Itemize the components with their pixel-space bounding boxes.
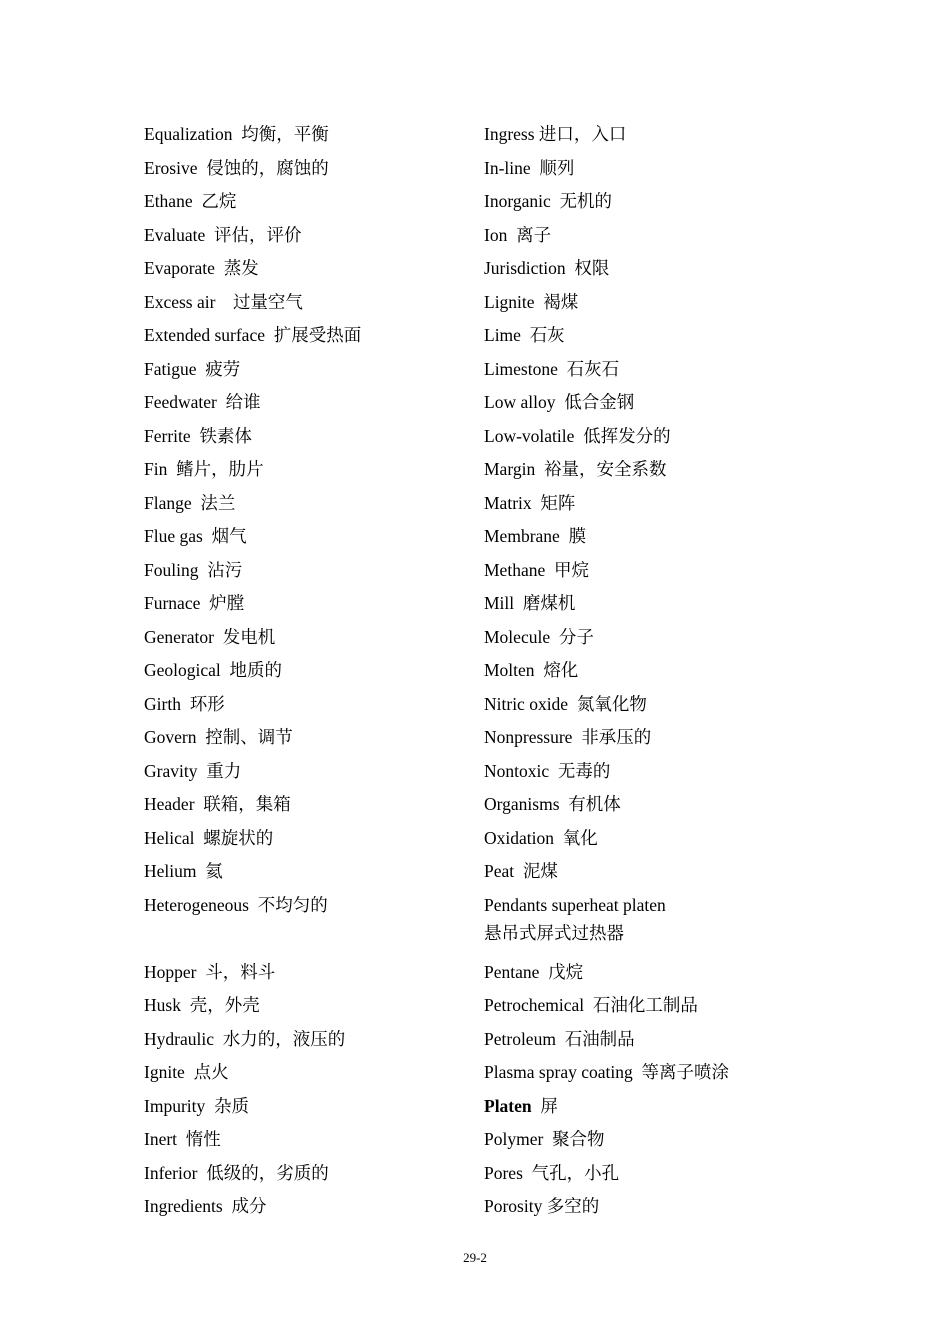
glossary-term: Husk (144, 995, 181, 1015)
glossary-term: Mill (484, 593, 515, 613)
glossary-meaning: 屏 (540, 1095, 558, 1116)
glossary-entry (484, 857, 924, 891)
glossary-entry (144, 991, 464, 1025)
term-separator (574, 426, 583, 446)
glossary-term: Evaporate (144, 258, 215, 278)
glossary-meaning: 给谁 (225, 392, 261, 412)
glossary-term: Platen (484, 1095, 532, 1116)
glossary-meaning: 石灰 (529, 325, 565, 345)
term-separator (197, 861, 206, 881)
glossary-entry (484, 589, 924, 623)
glossary-meaning: 杂质 (214, 1095, 249, 1116)
glossary-term: Ferrite (144, 425, 191, 446)
glossary-term: Peat (484, 861, 515, 881)
glossary-meaning: 顺列 (539, 157, 575, 178)
glossary-entry (144, 790, 464, 824)
glossary-meaning: 重力 (206, 760, 242, 781)
glossary-term: Govern (144, 727, 197, 747)
glossary-entry (484, 1092, 924, 1126)
glossary-term: Flange (144, 492, 192, 513)
glossary-entry (484, 321, 924, 355)
term-separator (181, 995, 190, 1015)
glossary-term: Gravity (144, 760, 198, 781)
glossary-entry (484, 757, 924, 791)
glossary-entry (144, 187, 464, 221)
glossary-entry (484, 991, 924, 1025)
glossary-meaning: 矩阵 (540, 492, 576, 513)
glossary-entry (144, 556, 464, 590)
glossary-meaning: 氧化 (562, 827, 598, 848)
glossary-term: Helium (144, 861, 197, 881)
glossary-meaning: 氮氧化物 (576, 693, 647, 714)
glossary-term: Petroleum (484, 1028, 556, 1049)
glossary-term: Margin (484, 459, 536, 479)
glossary-meaning: 评估，评价 (213, 224, 302, 245)
glossary-meaning: 分子 (558, 626, 594, 647)
term-separator (521, 325, 530, 345)
glossary-term: Excess air (144, 291, 216, 312)
glossary-term: Equalization (144, 124, 233, 144)
glossary-meaning: 环形 (189, 693, 225, 714)
glossary-term: Generator (144, 626, 214, 647)
glossary-meaning: 扩展受热面 (273, 325, 362, 345)
glossary-entry (484, 656, 924, 690)
glossary-meaning: 氦 (205, 861, 223, 881)
term-separator (558, 359, 567, 379)
glossary-meaning: 烟气 (211, 526, 247, 546)
glossary-term: Low-volatile (484, 425, 575, 446)
glossary-meaning: 铁素体 (199, 425, 252, 446)
glossary-entry (144, 1125, 464, 1159)
glossary-term: Feedwater (144, 392, 217, 412)
glossary-entry (144, 958, 464, 992)
term-separator (232, 124, 241, 144)
glossary-entry (484, 288, 924, 322)
glossary-entry (484, 958, 924, 992)
glossary-meaning: 石油制品 (564, 1028, 635, 1049)
glossary-entry (144, 154, 464, 188)
glossary-entry (484, 824, 924, 858)
glossary-entry (484, 891, 924, 958)
glossary-entry (144, 221, 464, 255)
glossary-meaning: 发电机 (222, 626, 276, 647)
glossary-meaning: 惰性 (185, 1129, 221, 1149)
term-separator (205, 225, 214, 245)
term-separator (535, 660, 544, 680)
term-separator (568, 694, 577, 714)
glossary-entry (484, 254, 924, 288)
glossary-entry (144, 1092, 464, 1126)
glossary-meaning: 权限 (574, 258, 610, 278)
glossary-term: Flue gas (144, 526, 203, 546)
glossary-entry (484, 1025, 924, 1059)
term-separator (197, 761, 206, 781)
term-separator (549, 761, 558, 781)
glossary-entry (144, 489, 464, 523)
glossary-entry (144, 656, 464, 690)
glossary-entry (144, 522, 464, 556)
glossary-meaning: 石灰石 (566, 358, 620, 379)
term-separator (584, 995, 593, 1015)
glossary-meaning: 过量空气 (232, 291, 303, 312)
term-separator (195, 828, 204, 848)
glossary-meaning: 等离子喷涂 (641, 1062, 729, 1082)
glossary-term: Geological (144, 660, 221, 680)
term-separator (560, 794, 569, 814)
glossary-term: Nitric oxide (484, 693, 569, 714)
term-separator (214, 627, 223, 647)
term-separator (214, 1029, 223, 1049)
glossary-entry (144, 355, 464, 389)
term-separator (265, 325, 274, 345)
glossary-entry (484, 623, 924, 657)
term-separator (197, 158, 206, 178)
term-separator (560, 526, 569, 546)
glossary-entry (484, 1159, 924, 1193)
glossary-meaning: 侵蚀的，腐蚀的 (206, 157, 329, 178)
term-separator (198, 560, 207, 580)
glossary-term: Girth (144, 693, 181, 714)
glossary-term: Oxidation (484, 827, 554, 848)
glossary-term: Lime (484, 325, 521, 345)
glossary-meaning: 戊烷 (548, 961, 584, 982)
term-separator (217, 392, 226, 412)
glossary-entry (144, 690, 464, 724)
glossary-term: Inorganic (484, 191, 551, 211)
glossary-meaning: 非承压的 (581, 727, 652, 747)
glossary-entry (144, 623, 464, 657)
glossary-entry (144, 1058, 464, 1092)
term-separator (181, 694, 190, 714)
glossary-entry (144, 321, 464, 355)
term-separator (215, 258, 224, 278)
term-separator (195, 794, 204, 814)
glossary-term: Polymer (484, 1129, 544, 1149)
glossary-meaning: 疲劳 (205, 358, 241, 379)
glossary-meaning: 无机的 (559, 191, 612, 211)
glossary-meaning: 泥煤 (522, 861, 558, 881)
glossary-meaning: 均衡，平衡 (241, 124, 329, 144)
glossary-term: In-line (484, 157, 531, 178)
term-separator (545, 560, 554, 580)
glossary-entry (144, 1025, 464, 1059)
glossary-term: Membrane (484, 526, 560, 546)
glossary-term: Limestone (484, 358, 558, 379)
glossary-meaning: 斗，料斗 (205, 961, 276, 982)
glossary-term: Hopper (144, 961, 197, 982)
glossary-meaning: 褐煤 (543, 291, 579, 312)
term-separator (514, 593, 523, 613)
glossary-meaning: 乙烷 (201, 191, 237, 211)
term-separator (556, 1029, 565, 1049)
glossary-meaning: 低合金钢 (564, 392, 635, 412)
glossary-entry (144, 1159, 464, 1193)
term-separator (177, 1129, 186, 1149)
glossary-entry (144, 723, 464, 757)
glossary-entry (484, 422, 924, 456)
glossary-meaning: 膜 (568, 526, 587, 546)
term-separator (550, 627, 559, 647)
glossary-entry (144, 589, 464, 623)
glossary-meaning: 磨煤机 (522, 593, 576, 613)
term-separator (197, 359, 206, 379)
page-number: 29-2 (463, 1250, 487, 1265)
glossary-entry (144, 455, 464, 489)
glossary-term: Header (144, 794, 195, 814)
glossary-term: Pores (484, 1162, 523, 1183)
term-separator (555, 392, 564, 412)
glossary-term: Nontoxic (484, 760, 550, 781)
term-separator (514, 861, 523, 881)
term-separator (554, 828, 563, 848)
glossary-term: Furnace (144, 593, 201, 613)
glossary-meaning: 甲烷 (553, 559, 589, 580)
right-glossary-column (484, 120, 924, 1226)
glossary-entry (484, 120, 924, 154)
glossary-meaning: 进口，入口 (538, 124, 627, 144)
glossary-meaning: 低挥发分的 (583, 425, 671, 446)
glossary-term: Extended surface (144, 325, 265, 345)
glossary-term: Ethane (144, 191, 193, 211)
glossary-term: Pentane (484, 961, 540, 982)
glossary-term: Lignite (484, 291, 535, 312)
glossary-entry (484, 690, 924, 724)
glossary-meaning: 联箱，集箱 (203, 794, 291, 814)
glossary-term: Heterogeneous (144, 894, 249, 915)
term-separator (523, 1163, 532, 1183)
glossary-term: Ion (484, 224, 508, 245)
term-separator (572, 727, 581, 747)
glossary-entry (144, 422, 464, 456)
glossary-term: Organisms (484, 794, 560, 814)
glossary-term: Inert (144, 1129, 178, 1149)
glossary-meaning: 裕量，安全系数 (543, 459, 667, 479)
glossary-entry (484, 455, 924, 489)
glossary-term: Inferior (144, 1162, 198, 1183)
glossary-entry (144, 857, 464, 891)
glossary-term: Fatigue (144, 358, 197, 379)
glossary-meaning: 法兰 (200, 492, 236, 513)
glossary-entry (484, 221, 924, 255)
glossary-term: Plasma spray coating (484, 1062, 633, 1082)
glossary-term: Low alloy (484, 392, 556, 412)
term-separator (205, 1096, 214, 1116)
glossary-term: Hydraulic (144, 1028, 214, 1049)
glossary-entry (144, 824, 464, 858)
glossary-meaning: 控制、调节 (205, 727, 293, 747)
glossary-term: Fouling (144, 559, 199, 580)
glossary-entry (144, 1192, 464, 1226)
glossary-meaning: 多空的 (546, 1196, 600, 1216)
term-separator (196, 727, 205, 747)
glossary-term: Matrix (484, 492, 532, 513)
glossary-entry (484, 723, 924, 757)
glossary-entry (484, 556, 924, 590)
glossary-meaning: 蒸发 (223, 258, 259, 278)
term-separator (221, 660, 230, 680)
term-separator (507, 225, 516, 245)
glossary-entry (144, 757, 464, 791)
glossary-entry (484, 1192, 924, 1226)
term-separator (197, 1163, 206, 1183)
glossary-meaning: 点火 (193, 1062, 229, 1082)
glossary-entry (484, 187, 924, 221)
glossary-meaning: 石油化工制品 (592, 995, 698, 1015)
glossary-entry (484, 355, 924, 389)
glossary-entry (484, 388, 924, 422)
glossary-meaning: 成分 (231, 1196, 267, 1216)
glossary-term: Pendants superheat platen (484, 894, 666, 915)
glossary-entry (484, 1058, 924, 1092)
glossary-term: Molecule (484, 626, 551, 647)
glossary-term: Ingress (484, 124, 535, 144)
glossary-meaning: 水力的，液压的 (222, 1028, 346, 1049)
term-separator (203, 526, 212, 546)
glossary-entry (144, 891, 464, 958)
glossary-term: Ingredients (144, 1196, 223, 1216)
glossary-entry (484, 522, 924, 556)
glossary-term: Evaluate (144, 224, 206, 245)
glossary-entry (484, 1125, 924, 1159)
glossary-meaning: 悬吊式屏式过热器 (484, 922, 624, 943)
glossary-term: Molten (484, 660, 535, 680)
glossary-meaning: 低级的，劣质的 (206, 1162, 329, 1183)
glossary-meaning: 气孔，小孔 (531, 1162, 620, 1183)
glossary-term: Ignite (144, 1062, 185, 1082)
glossary-meaning: 离子 (516, 224, 552, 245)
glossary-term: Helical (144, 827, 195, 848)
glossary-meaning: 熔化 (543, 660, 579, 680)
glossary-entry (144, 388, 464, 422)
term-separator (215, 292, 233, 312)
glossary-meaning: 地质的 (229, 660, 283, 680)
glossary-entry (144, 288, 464, 322)
glossary-meaning: 沾污 (207, 559, 243, 580)
term-separator (535, 459, 544, 479)
glossary-entry (484, 154, 924, 188)
term-separator (200, 593, 209, 613)
glossary-meaning: 有机体 (568, 794, 621, 814)
glossary-entry (144, 120, 464, 154)
term-separator (196, 962, 205, 982)
glossary-meaning: 无毒的 (557, 760, 611, 781)
glossary-term: Nonpressure (484, 727, 573, 747)
term-separator (167, 459, 176, 479)
glossary-term: Erosive (144, 157, 198, 178)
left-glossary-column (144, 120, 464, 1226)
glossary-entry (484, 790, 924, 824)
glossary-meaning: 炉膛 (209, 593, 245, 613)
glossary-term: Methane (484, 559, 546, 580)
glossary-meaning: 螺旋状的 (203, 827, 274, 848)
term-separator (551, 191, 560, 211)
term-separator (535, 292, 544, 312)
term-separator (185, 1062, 194, 1082)
glossary-term: Fin (144, 459, 168, 479)
glossary-meaning: 不均匀的 (257, 894, 328, 915)
glossary-term: Jurisdiction (484, 258, 566, 278)
term-separator (539, 962, 548, 982)
glossary-term: Impurity (144, 1095, 206, 1116)
glossary-term: Petrochemical (484, 995, 585, 1015)
glossary-entry (484, 489, 924, 523)
glossary-meaning: 壳，外壳 (189, 995, 260, 1015)
glossary-entry (144, 254, 464, 288)
term-separator (543, 1129, 552, 1149)
glossary-meaning: 鳍片，肋片 (176, 459, 264, 479)
glossary-term: Porosity (484, 1196, 543, 1216)
term-separator (249, 895, 258, 915)
glossary-meaning: 聚合物 (552, 1129, 605, 1149)
